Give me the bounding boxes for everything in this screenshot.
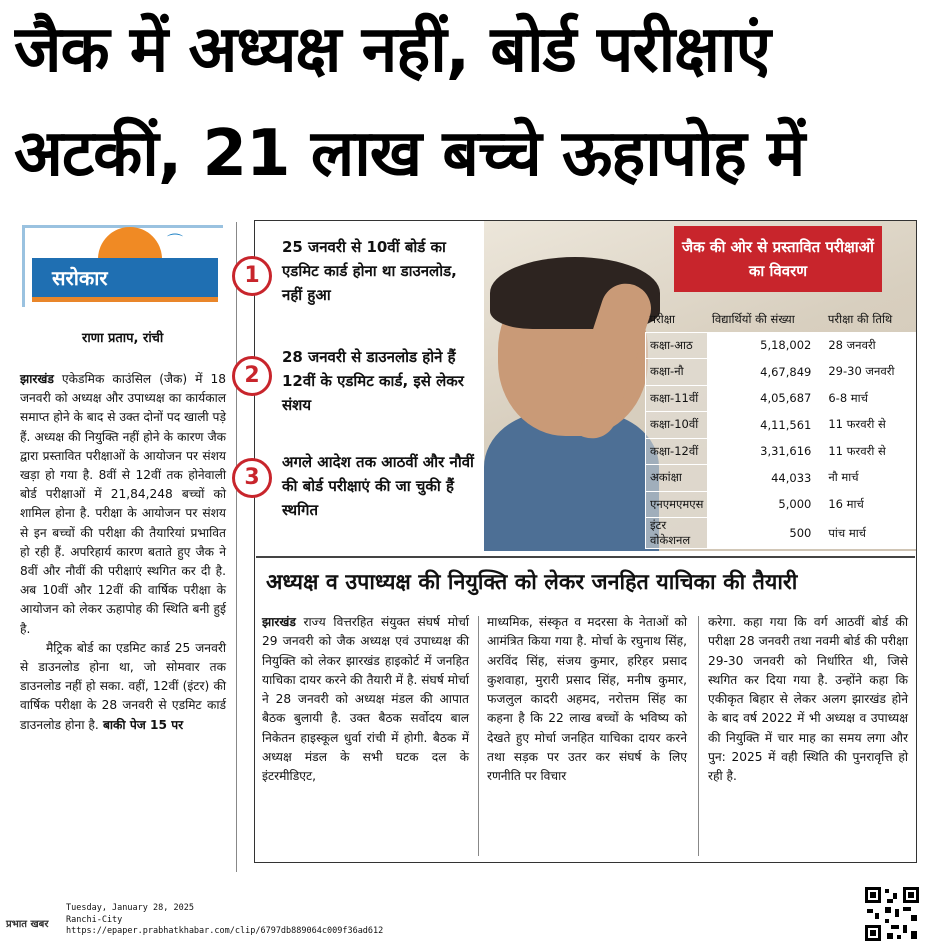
left-story-paragraph-2 xyxy=(20,639,226,735)
table-cell: कक्षा-आठ xyxy=(646,332,708,359)
table-cell: पांच मार्च xyxy=(824,518,916,549)
table-cell: नौ मार्च xyxy=(824,465,916,492)
continued-note: बाकी पेज 15 पर xyxy=(98,717,184,732)
table-header: परीक्षा xyxy=(649,312,675,327)
table-header: विद्यार्थियों की संख्या xyxy=(711,312,795,327)
clip-date: Tuesday, January 28, 2025 xyxy=(66,903,194,913)
sub-story-column-1 xyxy=(262,613,469,787)
table-row xyxy=(646,465,916,492)
newspaper-logo: प्रभात खबर xyxy=(6,919,49,930)
bird-icon: ⌒ xyxy=(167,232,184,251)
table-cell: अकांक्षा xyxy=(646,465,708,492)
table-cell: कक्षा-11वीं xyxy=(646,385,708,412)
table-cell: 3,31,616 xyxy=(708,438,824,465)
table-row xyxy=(646,359,916,386)
table-cell: 4,67,849 xyxy=(708,359,824,386)
exam-table xyxy=(645,308,916,549)
left-story xyxy=(20,370,226,735)
key-point-number: 2 xyxy=(232,356,272,396)
column-rule xyxy=(478,616,479,856)
table-cell: एनएमएमएस xyxy=(646,491,708,518)
left-story-paragraph-1 xyxy=(20,370,226,639)
left-story-text-1: एकेडमिक काउंसिल (जैक) में 18 जनवरी को अध्यक्ष और उपाध्यक्ष का कार्यकाल समाप्त होने के बाद से उक्त दोनों पद खाली पड़े हैं. अध्यक्ष की नियुक्ति नहीं होने के कारण जैक द्वारा प्रस्तावित परीक्षाओं के आयोजन पर संशय खड़ा हो गया है. 8वीं से 12वीं तक होनेवाली बोर्ड परीक्षाओं में 21,84,248 बच्चों को शामिल होना है. परीक्षा के आयोजन पर संशय से इन बच्चों की परीक्षा की तैयारियां प्रभावित हो रही हैं. अपरिहार्य कारण बताते हुए जैक ने 8वीं और नौवीं की परीक्षाएं स्थगित कर दी है. अब 10वीं और 12वीं की वार्षिक परीक्षा के आयोजन को लेकर ऊहापोह की स्थिति बनी हुई है. xyxy=(20,372,226,636)
table-cell: 6-8 मार्च xyxy=(824,385,916,412)
column-divider xyxy=(236,222,237,872)
sub-story-headline: अध्यक्ष व उपाध्यक्ष की नियुक्ति को लेकर जनहित याचिका की तैयारी xyxy=(256,556,915,606)
table-cell: कक्षा-12वीं xyxy=(646,438,708,465)
table-header: परीक्षा की तिथि xyxy=(827,312,893,327)
table-cell: 16 मार्च xyxy=(824,491,916,518)
left-story-text-2: मैट्रिक बोर्ड का एडमिट कार्ड 25 जनवरी से डाउनलोड होना था, जो सोमवार तक डाउनलोड नहीं हो सका. वहीं, 12वीं (इंटर) की वार्षिक परीक्षा के 28 जनवरी से एडमिट कार्ड डाउनलोड होना है. xyxy=(20,640,226,732)
table-cell: 5,18,002 xyxy=(708,332,824,359)
key-point-text: 28 जनवरी से डाउनलोड होने हैं 12वीं के एडमिट कार्ड, इसे लेकर संशय xyxy=(282,348,464,414)
table-cell: 28 जनवरी xyxy=(824,332,916,359)
table-cell: 4,05,687 xyxy=(708,385,824,412)
column-rule xyxy=(698,616,699,856)
key-point-number: 1 xyxy=(232,256,272,296)
clip-info xyxy=(66,903,383,938)
table-row xyxy=(646,438,916,465)
byline: राणा प्रताप, रांची xyxy=(82,331,164,346)
dateline: झारखंड xyxy=(20,372,54,386)
table-cell: कक्षा-नौ xyxy=(646,359,708,386)
table-cell: 11 फरवरी से xyxy=(824,412,916,439)
table-cell: इंटर वोकेशनल xyxy=(646,518,708,549)
table-cell: 5,000 xyxy=(708,491,824,518)
table-cell: 11 फरवरी से xyxy=(824,438,916,465)
qr-code-icon[interactable] xyxy=(863,885,921,943)
table-cell: 44,033 xyxy=(708,465,824,492)
table-row xyxy=(646,518,916,549)
table-cell: 500 xyxy=(708,518,824,549)
dateline: झारखंड xyxy=(262,615,296,629)
key-point-number: 3 xyxy=(232,458,272,498)
column-logo xyxy=(22,225,223,307)
sub-story-column-2: माध्यमिक, संस्कृत व मदरसा के नेताओं को आमंत्रित किया गया है. मोर्चा के रघुनाथ सिंह, अरविंद सिंह, संजय कुमार, हरिहर प्रसाद कुशवाहा, मुरारी प्रसाद सिंह, मनीष कुमार, फजलुल कादरी अहमद, नरोत्तम सिंह का कहना है कि 22 लाख बच्चों के भविष्य को देखते हुए मोर्चा जनहित याचिका दायर करने तथा सड़क पर उतर कर संघर्ष के लिए रणनीति पर विचार xyxy=(487,615,687,784)
key-point-text: अगले आदेश तक आठवीं और नौवीं की बोर्ड परीक्षाएं की जा चुकी हैं स्थगित xyxy=(282,453,474,519)
table-cell: कक्षा-10वीं xyxy=(646,412,708,439)
sub-story-text-1: राज्य वित्तरहित संयुक्त संघर्ष मोर्चा 29 जनवरी को जैक अध्यक्ष एवं उपाध्यक्ष की नियुक्ति को लेकर झारखंड हाइकोर्ट में जनहित याचिका दायर करने की तैयारी में है. संघर्ष मोर्चा ने 28 जनवरी को अध्यक्ष मंडल की आपात बैठक बुलायी है. उक्त बैठक सर्वोदय बाल निकेतन हाइस्कूल धुर्वा रांची में होगी. बैठक में अध्यक्ष मंडल के सभी घटक दल के इंटरमीडिएट, xyxy=(262,615,469,784)
column-name: सरोकार xyxy=(32,258,218,302)
headline-line-2: अटकीं, 21 लाख बच्चे ऊहापोह में xyxy=(14,117,805,191)
clip-edition: Ranchi-City xyxy=(66,914,123,925)
table-row xyxy=(646,491,916,518)
table-cell: 4,11,561 xyxy=(708,412,824,439)
table-row xyxy=(646,385,916,412)
table-row xyxy=(646,332,916,359)
key-point-text: 25 जनवरी से 10वीं बोर्ड का एडमिट कार्ड होना था डाउनलोड, नहीं हुआ xyxy=(282,238,457,304)
table-header-row xyxy=(646,308,916,332)
table-cell: 29-30 जनवरी xyxy=(824,359,916,386)
table-row xyxy=(646,412,916,439)
clip-url[interactable]: https://epaper.prabhatkhabar.com/clip/6797db889064c009f36ad612 xyxy=(66,926,384,936)
exam-table-title: जैक की ओर से प्रस्तावित परीक्षाओं का विवरण xyxy=(674,226,882,292)
sub-story-column-3: करेगा. कहा गया कि वर्ग आठवीं बोर्ड की परीक्षा 28 जनवरी तथा नवमी बोर्ड की परीक्षा 29-30 जनवरी को निर्धारित थी, जिसे स्थगित कर दिया गया है. उन्होंने कहा कि एकीकृत बिहार से लेकर अलग झारखंड होने के बाद वर्ष 2022 में भी अध्यक्ष व उपाध्यक्ष की नियुक्ति में चार माह का समय लगा और पुन: 2025 में वही स्थिति की पुनरावृत्ति हो रही है. xyxy=(708,615,908,784)
headline-line-1: जैक में अध्यक्ष नहीं, बोर्ड परीक्षाएं xyxy=(14,13,770,87)
